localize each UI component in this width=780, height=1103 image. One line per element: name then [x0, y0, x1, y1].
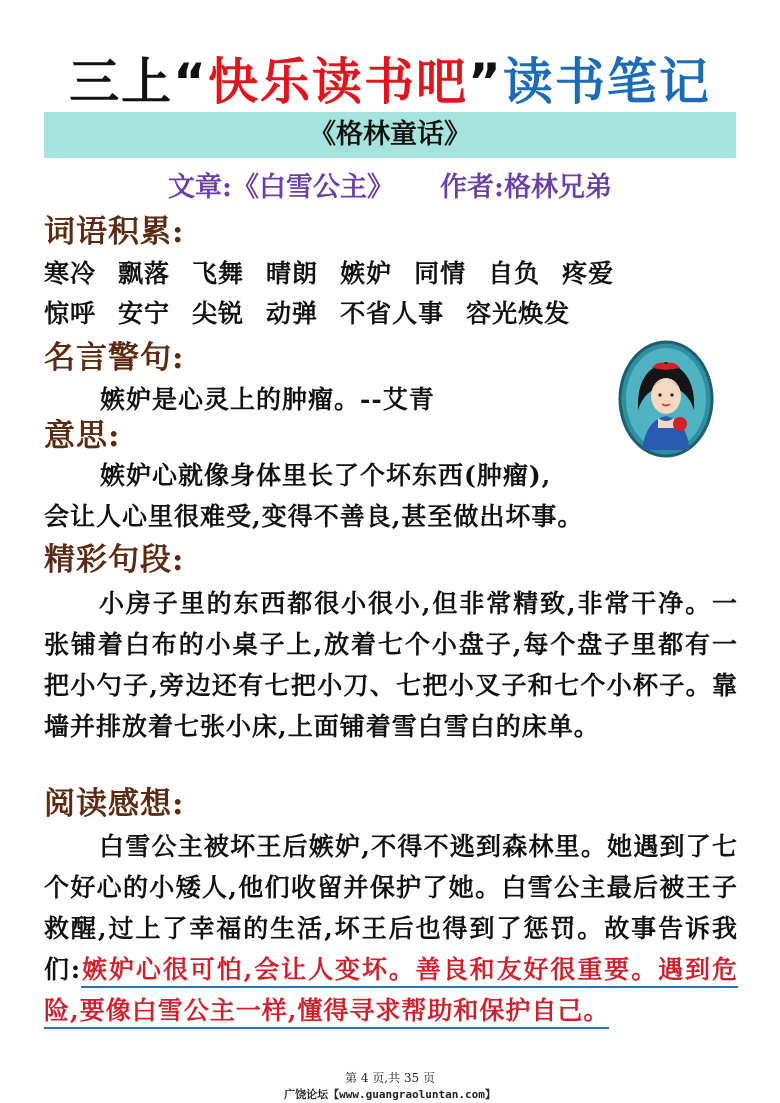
vocab-word: 嫉妒	[340, 259, 393, 288]
article-author: 作者:格林兄弟	[440, 172, 612, 203]
page-number: 第 4 页,共 35 页	[345, 1071, 435, 1085]
vocab-word: 晴朗	[266, 259, 319, 288]
title-suffix: 读书笔记	[502, 53, 711, 111]
quote-heading: 名言警句:	[44, 340, 185, 376]
meaning-line-2: 会让人心里很难受,变得不善良,甚至做出坏事。	[44, 502, 584, 531]
vocab-word: 惊呼	[44, 299, 97, 328]
title-quote-close: ”	[468, 53, 503, 111]
page-title	[0, 52, 780, 112]
title-prefix: 三上“	[69, 53, 208, 111]
thoughts-heading: 阅读感想:	[44, 786, 185, 822]
vocab-word: 寒冷	[44, 259, 97, 288]
vocab-word: 不省人事	[340, 299, 445, 328]
meaning-heading: 意思:	[44, 418, 121, 454]
vocab-word: 飞舞	[192, 259, 245, 288]
thoughts-highlight: 嫉妒心很可怕,会让人变坏。善良和友好很重要。遇到危险,要像白雪公主一样,懂得寻求帮助和保护自己。	[44, 955, 738, 1029]
vocab-word: 同情	[414, 259, 467, 288]
article-info	[0, 168, 780, 208]
vocab-row-2	[44, 294, 738, 334]
vocab-row-1	[44, 254, 738, 294]
snow-white-portrait-icon	[618, 340, 714, 458]
meaning-line-1: 嫉妒心就像身体里长了个坏东西(肿瘤),	[100, 461, 552, 490]
vocab-word: 安宁	[118, 299, 171, 328]
vocab-word: 疼爱	[562, 259, 615, 288]
title-highlight: 快乐读书吧	[208, 53, 468, 111]
vocab-word: 容光焕发	[466, 299, 571, 328]
book-title-band: 《格林童话》	[44, 112, 736, 158]
thoughts-paragraph	[44, 826, 738, 1031]
vocab-word: 尖锐	[192, 299, 245, 328]
vocab-word: 动弹	[266, 299, 319, 328]
vocab-word: 飘落	[118, 259, 171, 288]
thoughts-plain: 白雪公主被坏王后嫉妒,不得不逃到森林里。她遇到了七个好心的小矮人,他们收留并保护了她。白雪公主最后被王子救醒,过上了幸福的生活,坏王后也得到了惩罚。故事告诉我们:	[44, 832, 738, 984]
excerpt-paragraph: 小房子里的东西都很小很小,但非常精致,非常干净。一张铺着白布的小桌子上,放着七个小盘子,每个盘子里都有一把小勺子,旁边还有七把小刀、七把小叉子和七个小杯子。靠墙并排放着七张小床,上面铺着雪白雪白的床单。	[44, 589, 738, 741]
quote-text: 嫉妒是心灵上的肿瘤。--艾青	[100, 385, 435, 414]
article-label: 文章:《白雪公主》	[168, 172, 394, 203]
vocab-heading: 词语积累:	[44, 214, 185, 250]
vocab-word: 自负	[488, 259, 541, 288]
site-footer: 广饶论坛【www.guangraoluntan.com】	[284, 1088, 496, 1101]
excerpt-heading: 精彩句段:	[44, 542, 185, 578]
